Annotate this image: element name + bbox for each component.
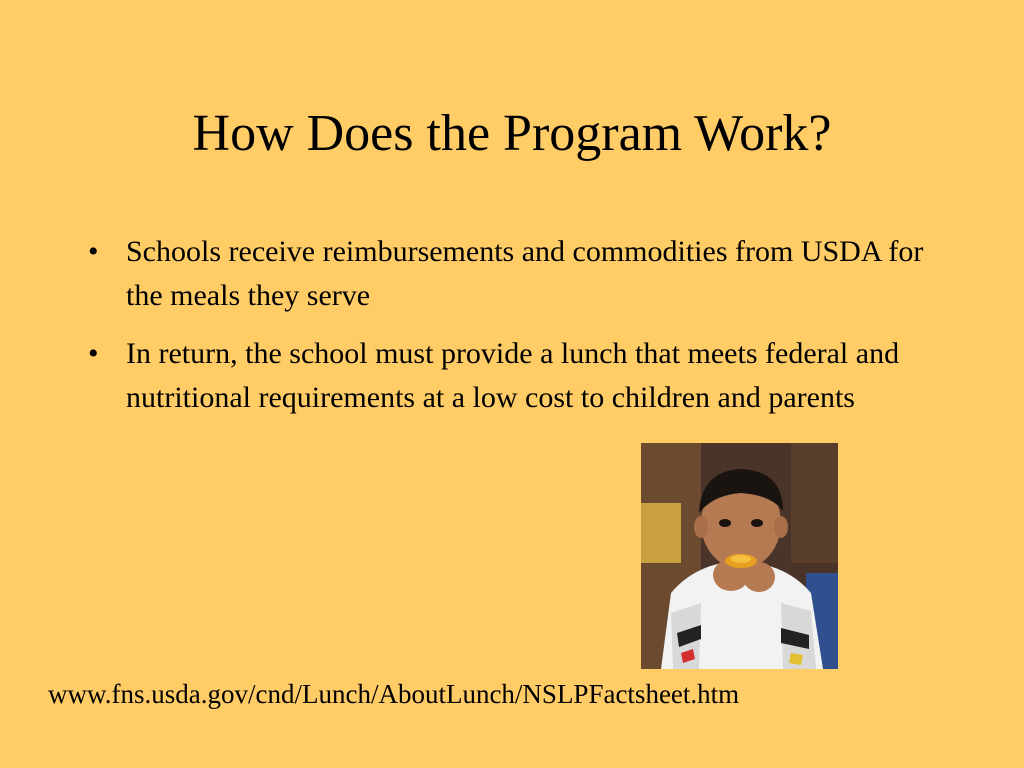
bullet-marker: •: [88, 235, 99, 268]
bullet-item: [80, 230, 960, 318]
child-eating-photo: [641, 443, 838, 669]
bullet-item: [80, 332, 960, 420]
bullet-list: [80, 230, 960, 434]
bullet-text: Schools receive reimbursements and commodities from USDA for the meals they serve: [126, 235, 924, 312]
bullet-text: In return, the school must provide a lunch that meets federal and nutritional requirements at a low cost to children and parents: [126, 337, 900, 414]
source-url: www.fns.usda.gov/cnd/Lunch/AboutLunch/NSLPFactsheet.htm: [48, 679, 740, 709]
bullet-marker: •: [88, 337, 99, 370]
slide-title: How Does the Program Work?: [192, 105, 832, 162]
